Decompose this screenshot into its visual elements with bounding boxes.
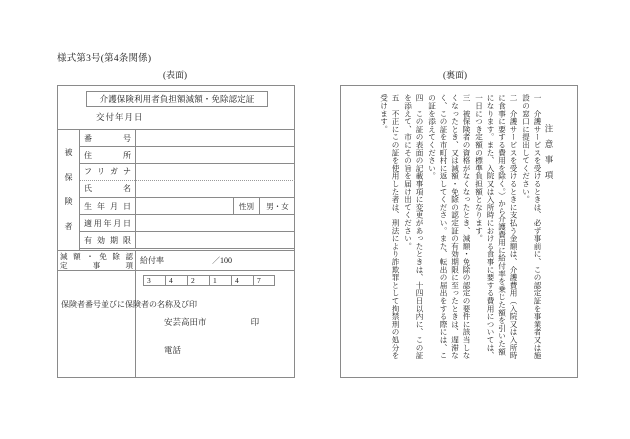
name-field[interactable] <box>136 181 295 197</box>
label-char: 定 <box>60 261 68 270</box>
insurer-digit[interactable]: 3 <box>143 275 165 286</box>
label-char: 年 <box>103 218 112 228</box>
reduction-label-line-1 <box>60 252 133 262</box>
label-char: 限 <box>123 235 131 245</box>
label-char: 月 <box>110 201 118 211</box>
row-label-name <box>80 181 135 197</box>
label-char: 有 <box>84 235 92 245</box>
label-char: 認 <box>125 251 133 261</box>
label-char: 所 <box>123 150 131 160</box>
label-char: 期 <box>110 235 118 245</box>
row-label-birthdate <box>80 198 136 214</box>
row-label-expiry <box>80 232 136 248</box>
row-label-furigana <box>80 164 135 181</box>
insurer-digit[interactable]: 4 <box>165 275 187 286</box>
table-row-number <box>80 130 295 147</box>
insured-label-char-1: 被 <box>64 148 73 158</box>
label-char: 番 <box>84 133 92 143</box>
notice-item-4: 四 この証の表面の記載事項に変更があったときは、十四日以内に、この証を添えて、市にその旨を届け出てください。 <box>403 94 424 360</box>
label-char: 生 <box>84 201 92 211</box>
label-char: 月 <box>113 218 122 228</box>
label-char: 減 <box>60 251 68 261</box>
label-char: フ <box>84 167 92 177</box>
label-char: 日 <box>123 201 131 211</box>
birthdate-field[interactable] <box>136 198 233 214</box>
insurer-label: 保険者番号並びに保険者の名称及び印 <box>58 271 136 377</box>
label-char: 項 <box>125 261 133 270</box>
label-char: 除 <box>112 251 120 261</box>
notice-item-5: 五 不正にこの証を使用した者は、刑法により詐欺罪として拘禁刑の処分を受けます。 <box>379 94 400 360</box>
insured-info-rows <box>80 130 295 250</box>
issue-date-label: 交付年月日 <box>96 112 144 122</box>
label-char: 名 <box>123 184 131 194</box>
certificate-title: 介護保険利用者負担額減額・免除認定証 <box>86 91 268 107</box>
notice-item-3: 三 被保険者の資格がなくなったとき、減額・免除の認定の要件に該当しなくなったとき、又は減額・免除の認定証の有効期限に至ったときは、遅滞なく、この証を市町村に返してください。また、転出の届出をする際には、この証を添えてください。 <box>427 94 471 360</box>
label-char: ・ <box>86 251 94 261</box>
label-char: ナ <box>123 167 131 177</box>
apply-date-field[interactable] <box>136 215 295 231</box>
label-char: 日 <box>123 218 131 228</box>
table-row-name <box>80 164 295 198</box>
row-label-apply-date <box>80 215 136 231</box>
label-char: 額 <box>73 251 81 261</box>
label-char: 免 <box>99 251 107 261</box>
label-char: 氏 <box>84 184 92 194</box>
certificate-title-block <box>58 86 294 130</box>
notice-heading: 注意事項 <box>544 124 554 186</box>
label-char: リ <box>97 167 105 177</box>
row-label-address <box>80 147 136 163</box>
insured-label-char-3: 険 <box>64 197 73 207</box>
gender-label: 性別 <box>233 198 259 214</box>
back-side-panel <box>340 85 578 378</box>
label-char: ガ <box>110 167 118 177</box>
benefit-rate-value: ／100 <box>212 256 232 265</box>
row-label-number <box>80 130 136 146</box>
furigana-field[interactable] <box>136 164 295 181</box>
number-field[interactable] <box>136 130 295 146</box>
insurer-tel-label: 電話 <box>164 345 182 355</box>
front-side-caption: (表面) <box>163 70 187 80</box>
label-char: 住 <box>84 150 92 160</box>
name-value-group <box>136 164 295 197</box>
label-char: 用 <box>93 218 102 228</box>
label-char: 事 <box>92 261 101 270</box>
label-char: 適 <box>84 218 92 228</box>
insurer-city-line <box>164 316 259 328</box>
form-number: 様式第3号(第4条関係) <box>57 54 152 64</box>
row-label-name-group <box>80 164 136 197</box>
insurer-section-row <box>58 271 294 377</box>
table-row-expiry <box>80 232 295 249</box>
insurer-number-boxes[interactable] <box>143 275 275 286</box>
table-row-apply-date <box>80 215 295 232</box>
label-char: 年 <box>97 201 105 211</box>
address-field[interactable] <box>136 147 295 163</box>
insurer-digit[interactable]: 1 <box>209 275 231 286</box>
back-side-caption: (裏面) <box>443 70 467 80</box>
label-char: 効 <box>97 235 105 245</box>
reduction-label <box>58 251 136 270</box>
expiry-field[interactable] <box>136 232 295 248</box>
insurer-digit[interactable]: 4 <box>231 275 253 286</box>
table-row-birthdate <box>80 198 295 215</box>
table-row-address <box>80 147 295 164</box>
front-side-panel <box>57 85 295 378</box>
gender-options[interactable]: 男・女 <box>259 198 295 214</box>
notice-list <box>377 94 543 369</box>
insurer-body <box>136 271 294 377</box>
insured-label-char-2: 保 <box>64 172 73 182</box>
reduction-section-row <box>58 250 294 271</box>
insurer-city-name: 安芸高田市 <box>164 317 207 327</box>
insured-person-vertical-label <box>58 130 80 250</box>
seal-icon: 印 <box>250 317 260 327</box>
insurer-digit[interactable]: 2 <box>187 275 209 286</box>
notice-item-1: 一 介護サービスを受けるときは、必ず事前に、この認定証を事業者又は施設の窓口に提出してください。 <box>521 94 542 360</box>
insurer-digit[interactable]: 7 <box>253 275 275 286</box>
benefit-rate-label: 給付率 <box>140 256 164 265</box>
insured-label-char-4: 者 <box>64 221 73 231</box>
label-char: 号 <box>123 133 131 143</box>
benefit-rate-cell[interactable] <box>136 251 294 270</box>
notice-item-2: 二 介護サービスを受けるときに支払う金額は、介護費用（入院又は入所時に食事に要する費用を除く。）から介護費用に給付率を乗じた額を引いた額になります。また、入院又は入所時における食事に要する費用については、一日につき定額の標準負担額となります。 <box>474 94 518 360</box>
reduction-label-line-2 <box>60 261 133 271</box>
